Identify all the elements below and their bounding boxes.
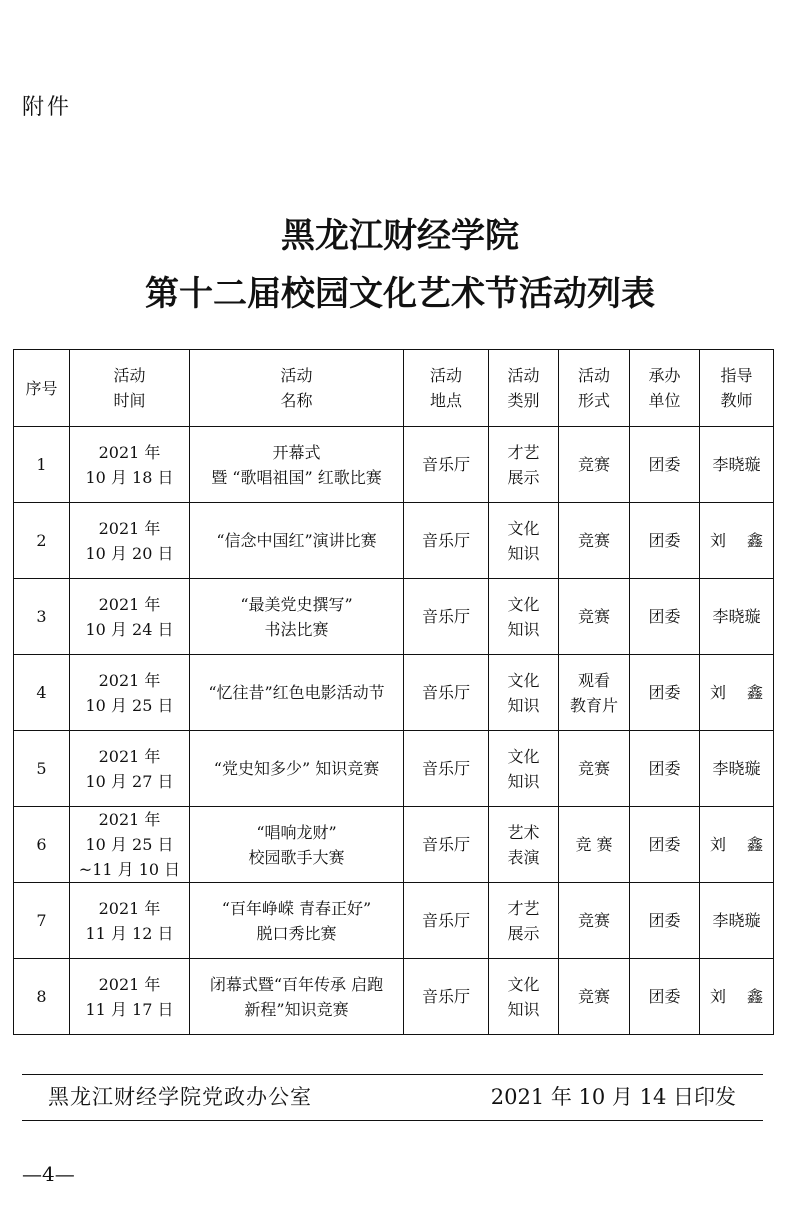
cell-form-line: 竞赛 <box>577 759 610 778</box>
cell-activity-name-line: 脱口秀比赛 <box>256 923 337 943</box>
cell-category-line: 文化 <box>507 518 540 538</box>
footer-rule-bottom <box>22 1120 763 1121</box>
header-text: 类别 <box>507 391 540 410</box>
cell-category <box>489 579 559 655</box>
cell-time-line: 2021 年 <box>98 746 161 766</box>
table-row <box>14 883 774 959</box>
cell-time-line: 10 月 24 日 <box>85 619 174 639</box>
cell-organizer: 团委 <box>630 731 700 807</box>
cell-organizer: 团委 <box>630 807 700 883</box>
header-text: 序号 <box>25 378 58 398</box>
cell-activity-name-line: 开幕式 <box>272 442 321 462</box>
header-text: 时间 <box>113 391 146 410</box>
table-row <box>14 959 774 1035</box>
cell-activity-name-line: 书法比赛 <box>264 619 329 639</box>
header-text: 名称 <box>280 391 313 410</box>
table-row <box>14 503 774 579</box>
issuing-office: 黑龙江财经学院党政办公室 <box>48 1085 312 1109</box>
cell-organizer: 团委 <box>630 503 700 579</box>
attachment-label: 附件 <box>22 95 73 120</box>
cell-time-line: 10 月 25 日 <box>85 835 174 854</box>
header-form <box>559 350 630 427</box>
header-text: 活动 <box>113 366 146 385</box>
header-text: 活动 <box>577 366 610 385</box>
cell-teacher: 李晓璇 <box>700 427 774 503</box>
cell-form-line: 竞 赛 <box>575 835 613 854</box>
cell-activity-name-line: “信念中国红”演讲比赛 <box>216 531 377 550</box>
cell-time-line: 2021 年 <box>98 670 161 690</box>
cell-teacher: 李晓璇 <box>700 579 774 655</box>
footer-rule-top <box>22 1074 763 1075</box>
cell-form <box>559 807 630 883</box>
cell-venue: 音乐厅 <box>404 427 489 503</box>
cell-category-line: 知识 <box>507 771 540 791</box>
cell-time-line: 2021 年 <box>98 518 161 538</box>
cell-no: 5 <box>14 731 70 807</box>
cell-category <box>489 883 559 959</box>
table-row <box>14 427 774 503</box>
cell-teacher: 刘 鑫 <box>700 655 774 731</box>
cell-time-line: 2021 年 <box>98 594 161 614</box>
cell-form-line: 竞赛 <box>577 531 610 550</box>
cell-category-line: 文化 <box>507 974 540 994</box>
cell-activity-name <box>190 883 404 959</box>
issue-date: 2021 年 10 月 14 日印发 <box>490 1085 736 1109</box>
header-category <box>489 350 559 427</box>
header-text: 承办 <box>648 366 681 385</box>
cell-form <box>559 655 630 731</box>
cell-activity-name <box>190 579 404 655</box>
cell-category-line: 文化 <box>507 670 540 690</box>
cell-teacher: 刘 鑫 <box>700 807 774 883</box>
header-text: 活动 <box>280 366 313 385</box>
cell-teacher: 刘 鑫 <box>700 503 774 579</box>
cell-activity-name <box>190 655 404 731</box>
cell-activity-name-line: “党史知多少” 知识竞赛 <box>213 759 380 778</box>
cell-category <box>489 503 559 579</box>
cell-organizer: 团委 <box>630 959 700 1035</box>
cell-time-line: 2021 年 <box>98 974 161 994</box>
cell-category-line: 艺术 <box>507 822 540 842</box>
document-title-line-2: 第十二届校园文化艺术节活动列表 <box>145 274 655 314</box>
cell-time <box>70 731 190 807</box>
cell-teacher: 李晓璇 <box>700 731 774 807</box>
document-title-line-1: 黑龙江财经学院 <box>281 216 519 256</box>
cell-no: 7 <box>14 883 70 959</box>
cell-category-line: 文化 <box>507 594 540 614</box>
cell-form-line: 竞赛 <box>577 607 610 626</box>
cell-teacher: 刘 鑫 <box>700 959 774 1035</box>
cell-no: 2 <box>14 503 70 579</box>
cell-form <box>559 427 630 503</box>
cell-activity-name-line: 闭幕式暨“百年传承 启跑 <box>209 974 384 994</box>
header-time <box>70 350 190 427</box>
cell-venue: 音乐厅 <box>404 579 489 655</box>
header-text: 活动 <box>429 366 462 385</box>
cell-activity-name-line: “百年峥嵘 青春正好” <box>221 898 372 918</box>
cell-category <box>489 959 559 1035</box>
table-row <box>14 807 774 883</box>
header-text: 形式 <box>577 391 610 410</box>
header-no <box>14 350 70 427</box>
cell-time-line: 2021 年 <box>98 442 161 462</box>
cell-form-line: 观看 <box>577 670 610 690</box>
cell-venue: 音乐厅 <box>404 883 489 959</box>
header-name <box>190 350 404 427</box>
cell-time-line: 10 月 27 日 <box>85 771 174 791</box>
cell-activity-name-line: “忆往昔”红色电影活动节 <box>208 683 385 702</box>
cell-category-line: 知识 <box>507 543 540 563</box>
cell-time <box>70 579 190 655</box>
cell-activity-name-line: “最美党史撰写” <box>240 594 353 614</box>
cell-form-line: 教育片 <box>569 695 618 715</box>
cell-category-line: 知识 <box>507 695 540 715</box>
cell-activity-name <box>190 959 404 1035</box>
cell-time-line: 2021 年 <box>98 898 161 918</box>
header-teacher <box>700 350 774 427</box>
cell-form <box>559 731 630 807</box>
cell-venue: 音乐厅 <box>404 655 489 731</box>
table-row <box>14 731 774 807</box>
cell-time-line: 10 月 20 日 <box>85 543 174 563</box>
cell-organizer: 团委 <box>630 579 700 655</box>
cell-time <box>70 883 190 959</box>
header-text: 活动 <box>507 366 540 385</box>
cell-venue: 音乐厅 <box>404 807 489 883</box>
cell-activity-name-line: 校园歌手大赛 <box>248 847 345 867</box>
cell-form <box>559 503 630 579</box>
cell-time-line: 11 月 17 日 <box>85 999 174 1019</box>
cell-activity-name <box>190 503 404 579</box>
table-body <box>14 427 774 1035</box>
header-text: 单位 <box>648 391 681 410</box>
cell-no: 8 <box>14 959 70 1035</box>
header-text: 教师 <box>720 391 753 410</box>
cell-category-line: 知识 <box>507 999 540 1019</box>
cell-category-line: 展示 <box>507 923 540 943</box>
cell-category <box>489 427 559 503</box>
cell-organizer: 团委 <box>630 427 700 503</box>
cell-activity-name-line: 新程”知识竞赛 <box>244 999 349 1019</box>
cell-no: 3 <box>14 579 70 655</box>
cell-category-line: 表演 <box>507 847 540 867</box>
cell-no: 4 <box>14 655 70 731</box>
cell-venue: 音乐厅 <box>404 731 489 807</box>
cell-category-line: 知识 <box>507 619 540 639</box>
cell-time <box>70 959 190 1035</box>
cell-activity-name-line: “唱响龙财” <box>256 822 337 842</box>
cell-category-line: 文化 <box>507 746 540 766</box>
cell-organizer: 团委 <box>630 883 700 959</box>
cell-category-line: 展示 <box>507 467 540 487</box>
header-text: 指导 <box>720 366 753 385</box>
cell-time-line: 11 月 12 日 <box>85 923 174 943</box>
cell-category-line: 才艺 <box>507 898 540 918</box>
cell-activity-name <box>190 427 404 503</box>
cell-organizer: 团委 <box>630 655 700 731</box>
cell-form <box>559 959 630 1035</box>
cell-form <box>559 579 630 655</box>
cell-time <box>70 655 190 731</box>
cell-form-line: 竞赛 <box>577 455 610 474</box>
cell-form <box>559 883 630 959</box>
cell-activity-name-line: 暨 “歌唱祖国” 红歌比赛 <box>211 467 382 487</box>
cell-category <box>489 731 559 807</box>
header-organizer <box>630 350 700 427</box>
page-number: —4— <box>22 1162 75 1186</box>
cell-time-line: 10 月 18 日 <box>85 467 174 487</box>
cell-time-line: 2021 年 <box>98 810 161 829</box>
cell-time <box>70 427 190 503</box>
cell-form-line: 竞赛 <box>577 911 610 930</box>
cell-category-line: 才艺 <box>507 442 540 462</box>
cell-venue: 音乐厅 <box>404 503 489 579</box>
cell-activity-name <box>190 731 404 807</box>
activity-table <box>13 349 774 1035</box>
cell-category <box>489 655 559 731</box>
table-row <box>14 655 774 731</box>
cell-time-line: 10 月 25 日 <box>85 695 174 715</box>
cell-time <box>70 807 190 883</box>
table-row <box>14 579 774 655</box>
cell-no: 6 <box>14 807 70 883</box>
header-venue <box>404 350 489 427</box>
cell-time <box>70 503 190 579</box>
cell-activity-name <box>190 807 404 883</box>
cell-category <box>489 807 559 883</box>
cell-no: 1 <box>14 427 70 503</box>
cell-form-line: 竞赛 <box>577 987 610 1006</box>
cell-teacher: 李晓璇 <box>700 883 774 959</box>
header-text: 地点 <box>429 391 462 410</box>
table-header-row <box>14 350 774 427</box>
cell-venue: 音乐厅 <box>404 959 489 1035</box>
cell-time-line: ~11 月 10 日 <box>78 860 181 879</box>
